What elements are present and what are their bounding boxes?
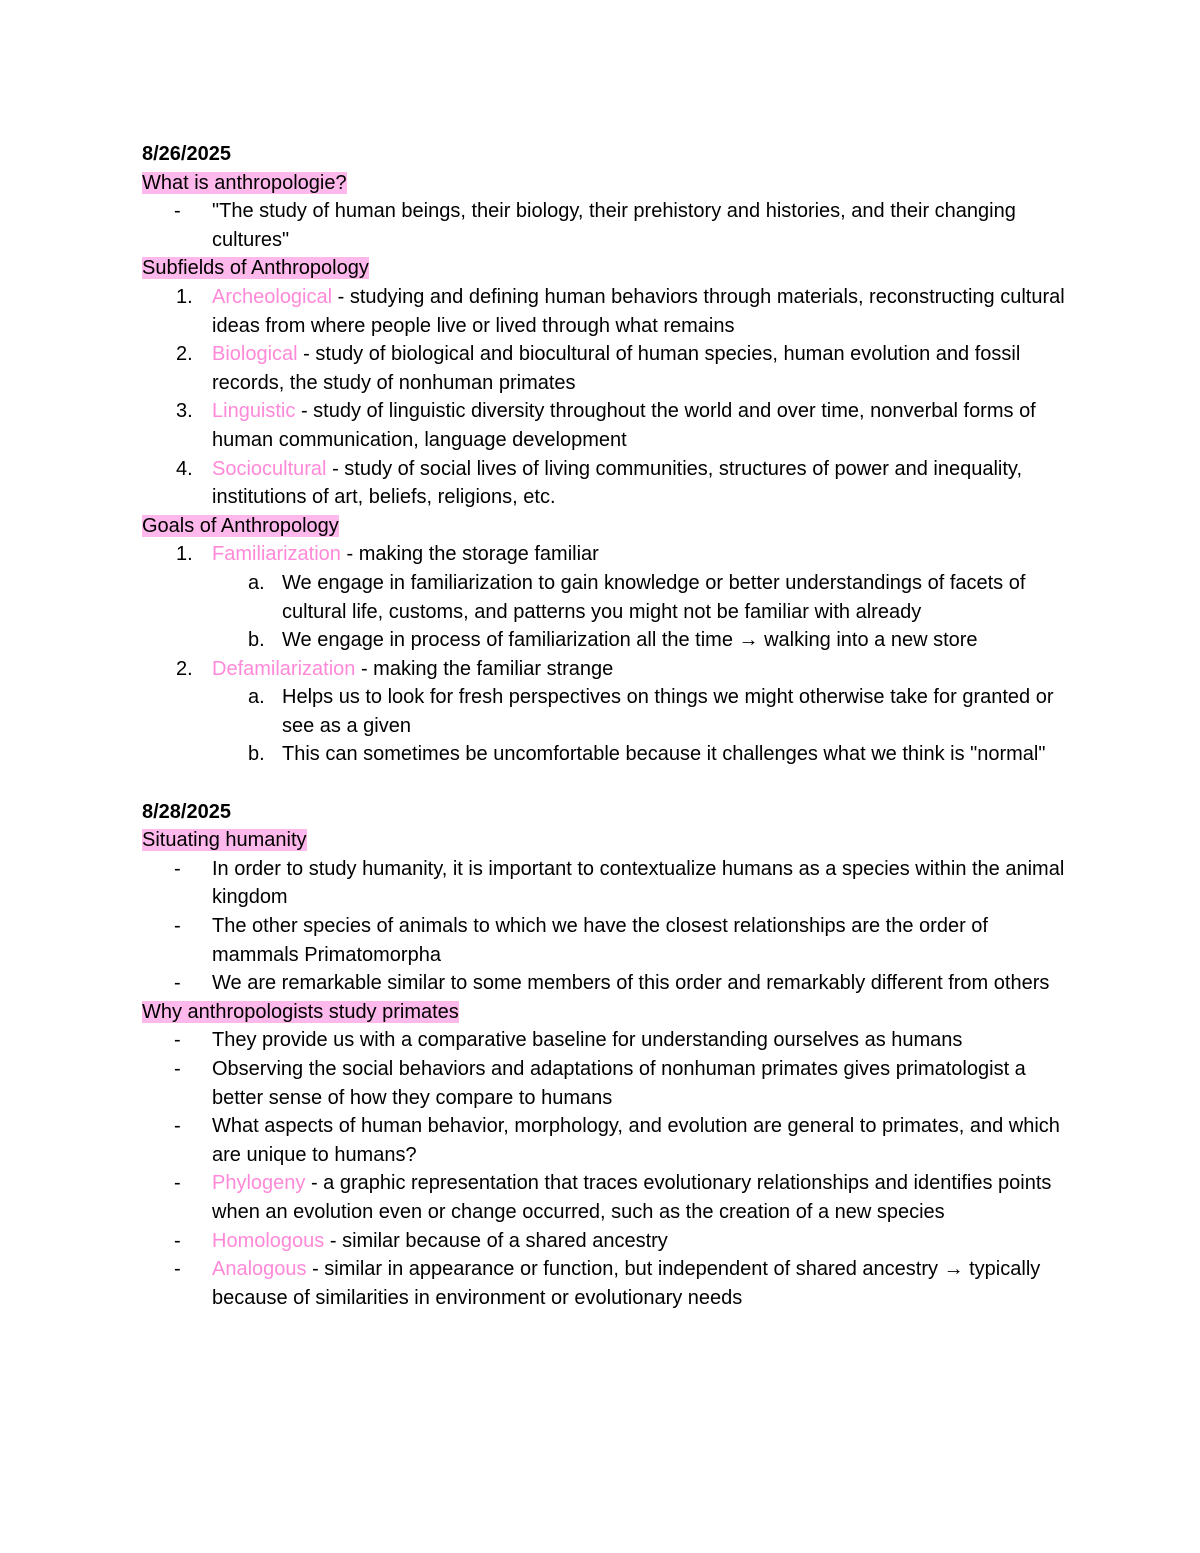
number-marker: 4.: [176, 457, 193, 480]
item-text: - similar in appearance or function, but independent of shared ancestry → typically because of similarities in environment or evolutionary needs: [212, 1258, 1041, 1309]
item-text: - making the familiar strange: [355, 657, 614, 680]
list-item: [142, 197, 1072, 254]
dash-marker: -: [174, 1115, 181, 1138]
item-text: We are remarkable similar to some members of this order and remarkably different from others: [212, 972, 1050, 995]
highlighted-heading: What is anthropologie?: [142, 171, 347, 194]
dash-marker: -: [174, 1229, 181, 1252]
term: Biological: [212, 343, 298, 366]
term: Linguistic: [212, 400, 296, 423]
term: Homologous: [212, 1229, 325, 1252]
item-text: - study of social lives of living communities, structures of power and inequality, institutions of art, beliefs, religions, etc.: [212, 457, 1023, 509]
dash-marker: -: [174, 200, 181, 223]
number-marker: 1.: [176, 543, 193, 566]
item-text: We engage in process of familiarization all the time → walking into a new store: [282, 629, 978, 652]
letter-marker: a.: [248, 686, 265, 709]
dash-marker: -: [174, 1258, 181, 1281]
item-text: What aspects of human behavior, morphology, and evolution are general to primates, and which are unique to humans?: [212, 1115, 1060, 1166]
item-text: Observing the social behaviors and adaptations of nonhuman primates gives primatologist a better sense of how they compare to humans: [212, 1058, 1026, 1109]
item-text: We engage in familiarization to gain knowledge or better understandings of facets of cultural life, customs, and patterns you might not be familiar with already: [282, 571, 1026, 623]
list-item: [142, 283, 1072, 340]
item-text: This can sometimes be uncomfortable because it challenges what we think is "normal": [282, 743, 1046, 766]
item-text: - similar because of a shared ancestry: [324, 1229, 668, 1252]
sub-list-item: [142, 569, 1072, 626]
term: Archeological: [212, 285, 333, 308]
list-item: [142, 397, 1072, 454]
item-text: In order to study humanity, it is important to contextualize humans as a species within the animal kingdom: [212, 857, 1065, 909]
list-item: [142, 655, 1072, 684]
number-marker: 2.: [176, 343, 193, 366]
highlighted-heading: Why anthropologists study primates: [142, 1000, 459, 1023]
list-item: [142, 1112, 1072, 1169]
letter-marker: a.: [248, 571, 265, 594]
highlighted-heading: Situating humanity: [142, 829, 307, 852]
item-text: They provide us with a comparative baseline for understanding ourselves as humans: [212, 1029, 963, 1052]
list-item: [142, 540, 1072, 569]
list-item: [142, 455, 1072, 512]
dash-marker: -: [174, 1029, 181, 1052]
section-heading: [142, 254, 1072, 283]
item-text: "The study of human beings, their biology, their prehistory and histories, and their changing cultures": [212, 200, 1016, 251]
highlighted-heading: Subfields of Anthropology: [142, 257, 369, 280]
section-heading: [142, 826, 1072, 855]
item-text: - a graphic representation that traces evolutionary relationships and identifies points when an evolution even or change occurred, such as the creation of a new species: [212, 1172, 1052, 1223]
term: Phylogeny: [212, 1172, 306, 1195]
list-item: [142, 912, 1072, 969]
item-text: - study of linguistic diversity throughout the world and over time, nonverbal forms of human communication, language development: [212, 400, 1036, 451]
list-item: [142, 1169, 1072, 1226]
item-text: Helps us to look for fresh perspectives on things we might otherwise take for granted or see as a given: [282, 686, 1054, 737]
date-heading: 8/28/2025: [142, 800, 231, 823]
list-item: [142, 1255, 1072, 1312]
section-heading: [142, 169, 1072, 198]
dash-marker: -: [174, 857, 181, 880]
dash-marker: -: [174, 1172, 181, 1195]
item-text: - making the storage familiar: [340, 543, 599, 566]
term: Sociocultural: [212, 457, 327, 480]
list-item: [142, 1227, 1072, 1256]
sub-list-item: [142, 626, 1072, 655]
letter-marker: b.: [248, 629, 265, 652]
list-item: [142, 340, 1072, 397]
dash-marker: -: [174, 915, 181, 938]
list-item: [142, 855, 1072, 912]
list-item: [142, 1026, 1072, 1055]
dash-marker: -: [174, 1058, 181, 1080]
highlighted-heading: Goals of Anthropology: [142, 514, 339, 537]
term: Analogous: [212, 1258, 307, 1281]
term: Defamilarization: [212, 657, 356, 680]
blank-line: [142, 769, 1072, 798]
letter-marker: b.: [248, 743, 265, 766]
list-item: [142, 1055, 1072, 1112]
sub-list-item: [142, 683, 1072, 740]
section-heading: [142, 512, 1072, 541]
number-marker: 1.: [176, 285, 193, 308]
section-heading: [142, 998, 1072, 1027]
number-marker: 2.: [176, 657, 193, 680]
document-page: [142, 140, 1072, 1312]
list-item: [142, 969, 1072, 998]
term: Familiarization: [212, 543, 341, 566]
dash-marker: -: [174, 972, 181, 995]
number-marker: 3.: [176, 400, 193, 423]
sub-list-item: [142, 740, 1072, 769]
date-heading: 8/26/2025: [142, 143, 231, 165]
item-text: - studying and defining human behaviors through materials, reconstructing cultural ideas from where people live or lived through what remains: [212, 285, 1065, 337]
item-text: - study of biological and biocultural of human species, human evolution and fossil records, the study of nonhuman primates: [212, 343, 1021, 394]
item-text: The other species of animals to which we have the closest relationships are the order of mammals Primatomorpha: [212, 915, 988, 966]
